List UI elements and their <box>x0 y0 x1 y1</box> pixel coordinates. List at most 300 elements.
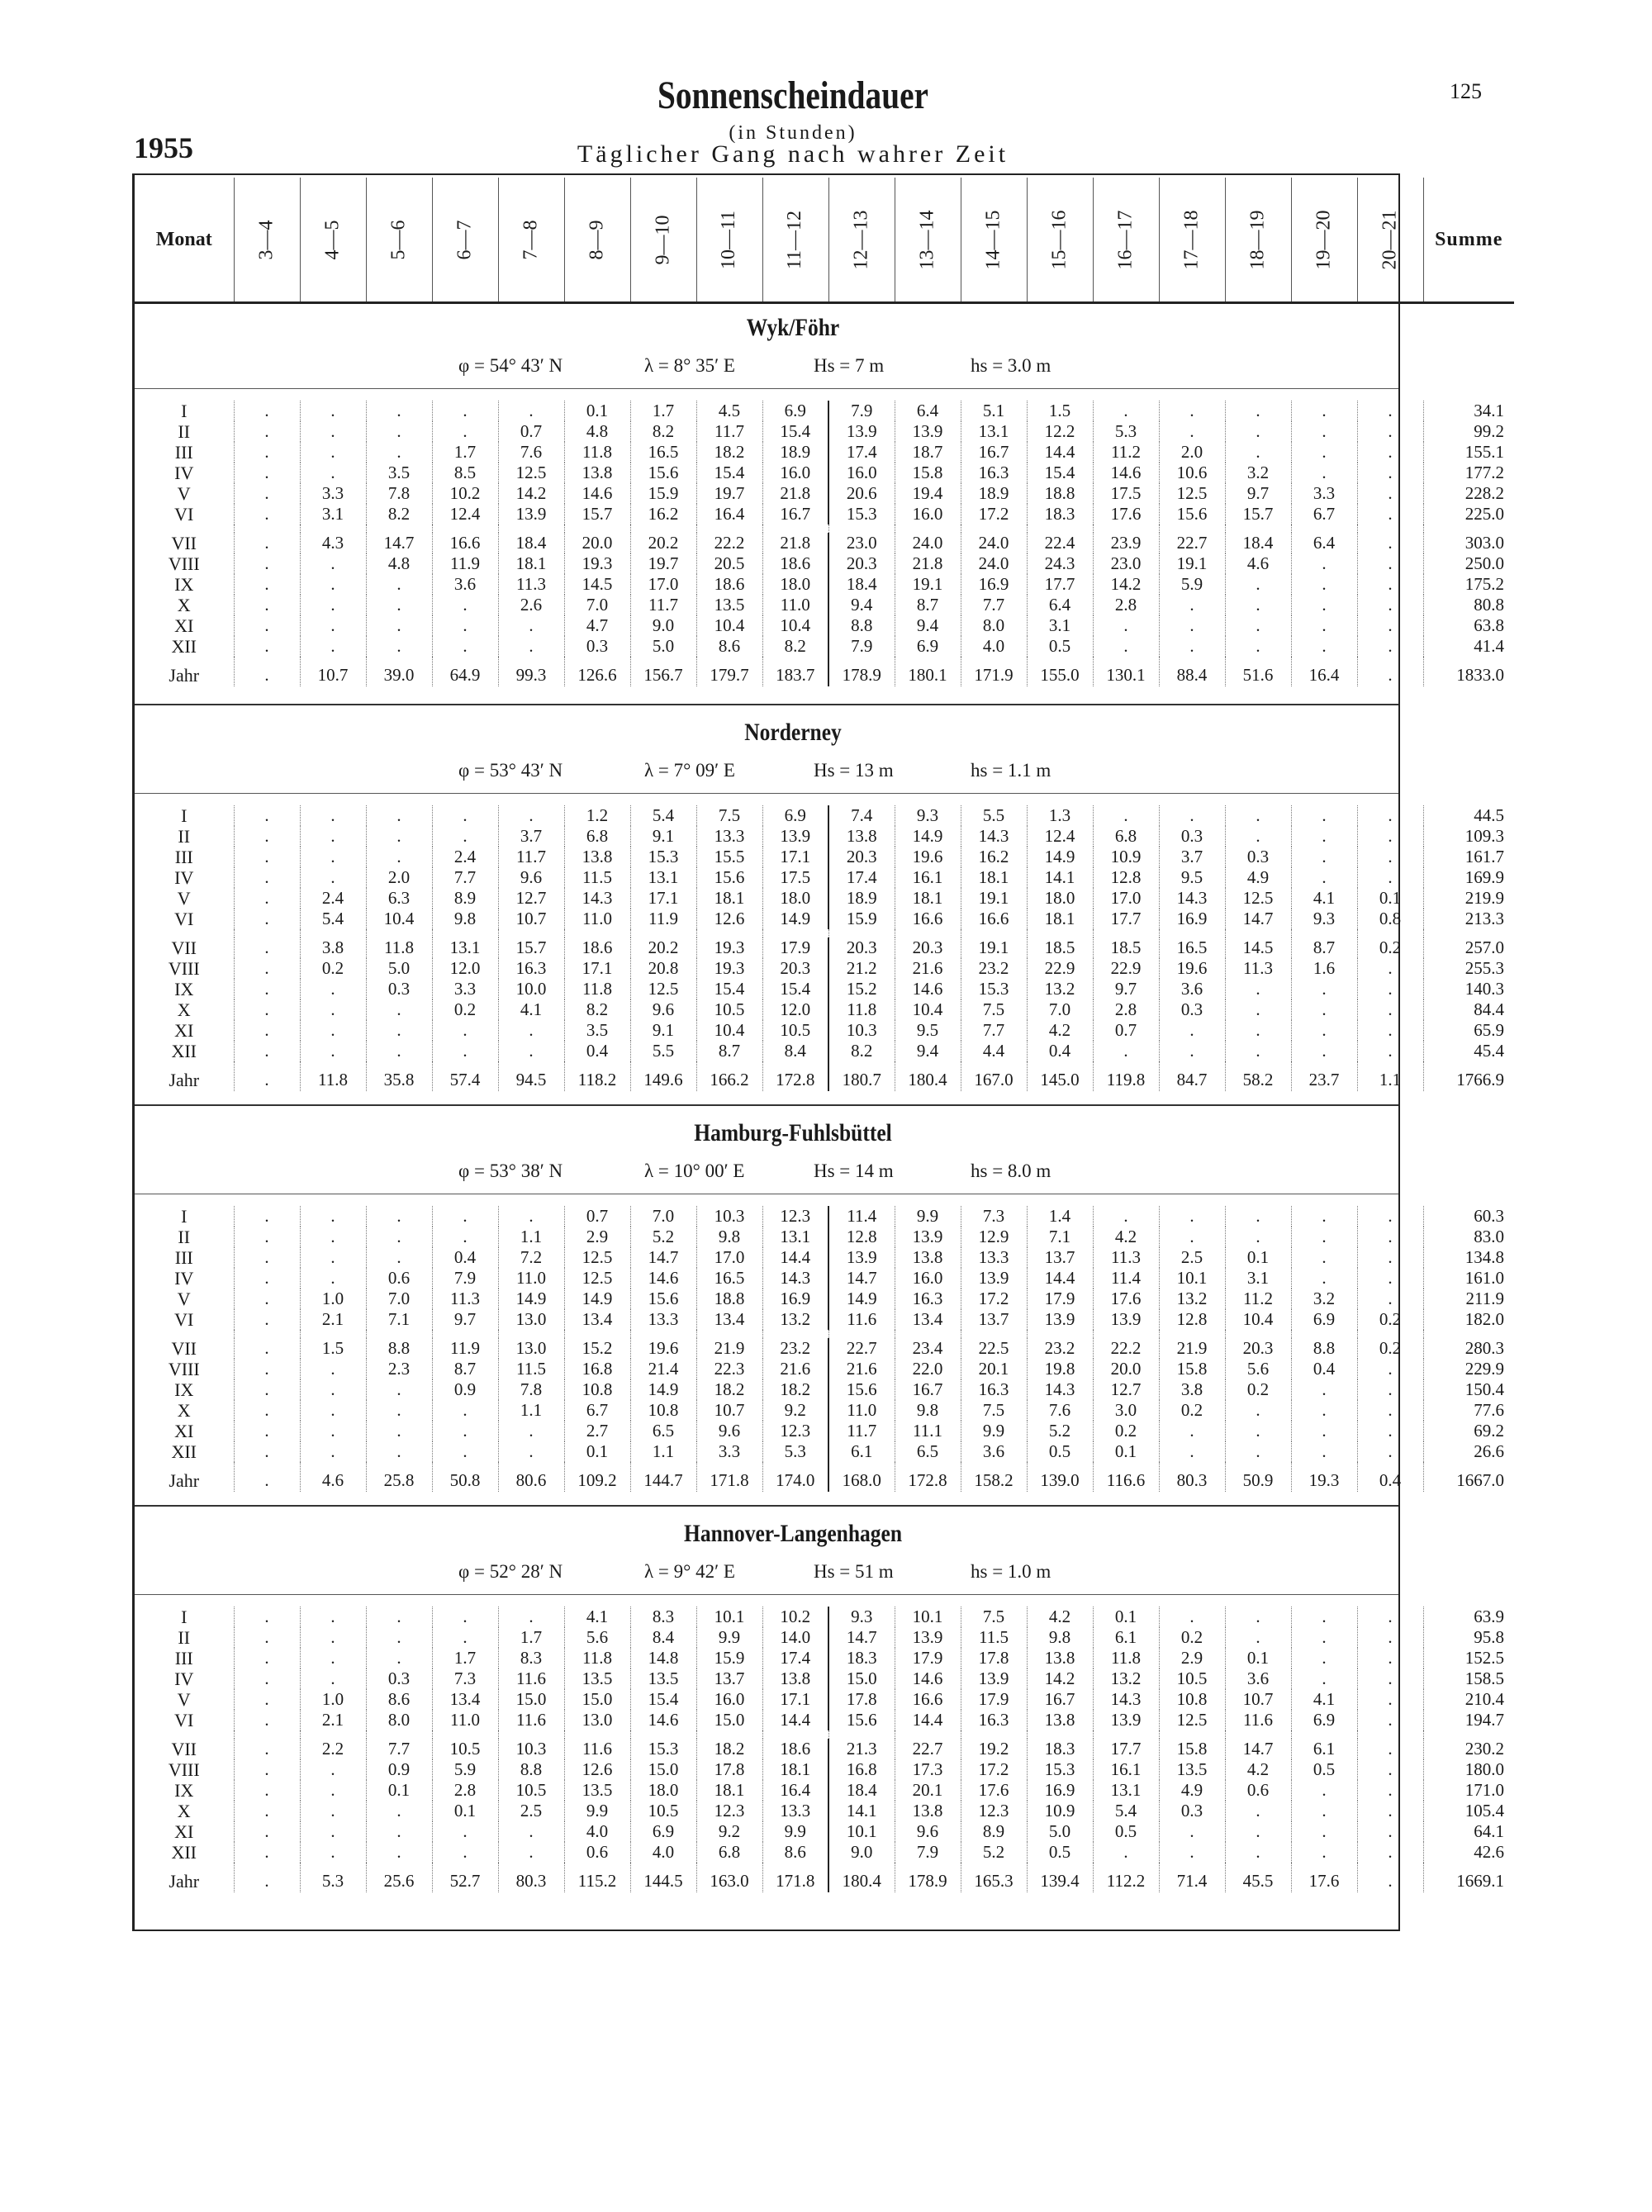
hour-value: 5.2 <box>961 1842 1027 1863</box>
sum-value: 60.3 <box>1423 1206 1514 1227</box>
hour-value: . <box>1357 574 1423 595</box>
hour-value: . <box>1159 1842 1225 1863</box>
hour-value: . <box>234 958 300 979</box>
month-row <box>135 1648 1514 1668</box>
hour-value: . <box>432 401 498 421</box>
hour-value: 18.0 <box>630 1780 696 1801</box>
hour-value: . <box>1093 1842 1159 1863</box>
hour-value: . <box>1357 657 1423 686</box>
hour-value: 11.7 <box>696 421 762 442</box>
month-row <box>135 805 1514 826</box>
hour-value: 18.3 <box>1027 504 1093 525</box>
sum-value: 65.9 <box>1423 1020 1514 1041</box>
hour-value: . <box>432 1400 498 1421</box>
hour-value: 0.6 <box>1225 1780 1291 1801</box>
hour-value: . <box>1357 1607 1423 1627</box>
sum-value: 80.8 <box>1423 595 1514 615</box>
hour-value: 15.3 <box>828 504 895 525</box>
hour-value: 24.0 <box>895 533 961 553</box>
hour-value: 0.5 <box>1027 636 1093 657</box>
hour-value: . <box>300 867 366 888</box>
hour-value: 14.1 <box>828 1801 895 1821</box>
hour-value: 7.0 <box>366 1289 432 1309</box>
hour-value: . <box>300 847 366 867</box>
hour-value: 2.9 <box>564 1227 630 1247</box>
hour-value: 17.2 <box>961 1289 1027 1309</box>
month-label: VI <box>174 1309 194 1330</box>
hour-value: 13.9 <box>1093 1309 1159 1330</box>
hour-value: 18.2 <box>762 1379 828 1400</box>
hour-value: 139.4 <box>1027 1863 1093 1892</box>
hour-value: 7.5 <box>961 1607 1027 1627</box>
hour-value: 18.1 <box>961 867 1027 888</box>
sum-value: 177.2 <box>1423 463 1514 483</box>
hour-value: . <box>432 826 498 847</box>
month-label: XI <box>174 1020 194 1041</box>
month-label: XII <box>171 1041 197 1061</box>
hour-value: 2.4 <box>300 888 366 909</box>
hour-value: . <box>366 1421 432 1441</box>
hour-value: . <box>1225 1821 1291 1842</box>
hour-value: . <box>1291 1227 1357 1247</box>
hour-value: 17.1 <box>762 1689 828 1710</box>
month-row <box>135 1689 1514 1710</box>
hour-value: 11.0 <box>564 909 630 929</box>
hour-value: . <box>300 1627 366 1648</box>
month-row <box>135 958 1514 979</box>
hour-value: 1.1 <box>498 1400 564 1421</box>
month-row <box>135 1780 1514 1801</box>
hour-value: 0.2 <box>1225 1379 1291 1400</box>
hour-value: 14.7 <box>1225 909 1291 929</box>
hour-value: 18.4 <box>828 1780 895 1801</box>
hour-value: . <box>234 826 300 847</box>
month-label: IX <box>174 1379 194 1400</box>
hour-value: 18.8 <box>696 1289 762 1309</box>
hour-value: 10.8 <box>630 1400 696 1421</box>
station-data-table <box>135 805 1514 1091</box>
hour-value: . <box>300 595 366 615</box>
hour-value: 13.9 <box>961 1668 1027 1689</box>
hour-value: . <box>1225 979 1291 999</box>
hour-value: . <box>234 615 300 636</box>
hour-value: 15.4 <box>696 979 762 999</box>
hour-value: 6.4 <box>1027 595 1093 615</box>
hour-value: 8.4 <box>630 1627 696 1648</box>
station-phi: φ = 54° 43′ N <box>458 355 563 376</box>
hour-value: 178.9 <box>895 1863 961 1892</box>
hour-value: 149.6 <box>630 1061 696 1091</box>
month-row <box>135 1268 1514 1289</box>
hour-value: 71.4 <box>1159 1863 1225 1892</box>
month-label: IX <box>174 979 194 999</box>
hour-value: . <box>234 888 300 909</box>
hour-value: 16.9 <box>1027 1780 1093 1801</box>
hour-value: 144.7 <box>630 1462 696 1492</box>
hour-value: 13.5 <box>1159 1759 1225 1780</box>
hour-value: 17.4 <box>762 1648 828 1668</box>
hour-value: . <box>1225 805 1291 826</box>
hour-value: 7.8 <box>366 483 432 504</box>
hour-value: 18.9 <box>961 483 1027 504</box>
hour-value: 14.3 <box>1093 1689 1159 1710</box>
hour-value: 21.3 <box>828 1739 895 1759</box>
hour-label: 4—5 <box>321 220 344 259</box>
hour-value: 10.5 <box>696 999 762 1020</box>
hour-value: 7.5 <box>961 999 1027 1020</box>
hour-value: . <box>1357 1863 1423 1892</box>
hour-value: . <box>1159 805 1225 826</box>
hour-value: . <box>1291 1801 1357 1821</box>
hour-value: . <box>498 1441 564 1462</box>
hour-value: . <box>366 636 432 657</box>
hour-value: 11.3 <box>498 574 564 595</box>
hour-value: 11.6 <box>564 1739 630 1759</box>
hour-value: 10.1 <box>895 1607 961 1627</box>
month-label: IV <box>174 867 194 888</box>
hour-value: 13.3 <box>762 1801 828 1821</box>
hour-value: 8.3 <box>498 1648 564 1668</box>
hour-value: 10.5 <box>630 1801 696 1821</box>
hour-value: 14.5 <box>1225 937 1291 958</box>
hour-value: 10.2 <box>432 483 498 504</box>
hour-value: 7.9 <box>828 401 895 421</box>
month-row <box>135 1206 1514 1227</box>
hour-value: 50.9 <box>1225 1462 1291 1492</box>
hour-value: 17.1 <box>762 847 828 867</box>
hour-value: . <box>300 1759 366 1780</box>
hour-value: 3.6 <box>432 574 498 595</box>
hour-value: . <box>300 1821 366 1842</box>
hour-value: 3.6 <box>1159 979 1225 999</box>
hour-value: . <box>300 1648 366 1668</box>
hour-value: 3.3 <box>432 979 498 999</box>
hour-value: 1.7 <box>630 401 696 421</box>
hour-value: . <box>1291 1668 1357 1689</box>
hour-value: 4.1 <box>564 1607 630 1627</box>
hour-value: . <box>1291 636 1357 657</box>
hour-value: . <box>1225 574 1291 595</box>
hour-value: 8.7 <box>1291 937 1357 958</box>
hour-value: . <box>234 1041 300 1061</box>
hour-value: . <box>432 1421 498 1441</box>
sum-value: 34.1 <box>1423 401 1514 421</box>
hour-value: 0.1 <box>564 401 630 421</box>
hour-value: . <box>498 615 564 636</box>
hour-value: 15.6 <box>630 463 696 483</box>
hour-value: . <box>1225 1607 1291 1627</box>
hour-value: 2.4 <box>432 847 498 867</box>
hour-value: . <box>300 574 366 595</box>
hour-value: 21.8 <box>762 483 828 504</box>
hour-value: 14.1 <box>1027 867 1093 888</box>
hour-value: 10.1 <box>828 1821 895 1842</box>
hour-label: 6—7 <box>453 220 476 259</box>
hour-value: 13.9 <box>762 826 828 847</box>
hour-value: . <box>1159 401 1225 421</box>
hour-value: 3.0 <box>1093 1400 1159 1421</box>
month-row <box>135 463 1514 483</box>
sum-value: 1766.9 <box>1423 1061 1514 1091</box>
hour-value: . <box>234 1338 300 1359</box>
hour-value: 14.9 <box>828 1289 895 1309</box>
hour-value: 23.9 <box>1093 533 1159 553</box>
hour-value: 9.6 <box>498 867 564 888</box>
hour-value: 12.3 <box>762 1421 828 1441</box>
hour-value: 15.6 <box>828 1710 895 1730</box>
hour-value: 4.8 <box>564 421 630 442</box>
hour-value: 18.6 <box>564 937 630 958</box>
hour-value: 11.4 <box>1093 1268 1159 1289</box>
hour-value: 16.4 <box>696 504 762 525</box>
hour-value: 13.0 <box>498 1338 564 1359</box>
hour-value: 16.0 <box>895 1268 961 1289</box>
hour-value: 20.0 <box>1093 1359 1159 1379</box>
hour-value: 7.8 <box>498 1379 564 1400</box>
hour-value: 14.6 <box>895 1668 961 1689</box>
hour-value: 180.1 <box>895 657 961 686</box>
station-header-separator <box>135 1594 1398 1595</box>
hour-value: 57.4 <box>432 1061 498 1091</box>
hour-value: 45.5 <box>1225 1863 1291 1892</box>
hour-value: . <box>234 999 300 1020</box>
sum-value: 161.7 <box>1423 847 1514 867</box>
hour-value: 6.8 <box>1093 826 1159 847</box>
hour-value: 13.5 <box>564 1668 630 1689</box>
hour-value: 0.3 <box>1159 826 1225 847</box>
hour-value: 130.1 <box>1093 657 1159 686</box>
hour-value: 13.0 <box>498 1309 564 1330</box>
hour-value: 8.2 <box>630 421 696 442</box>
hour-value: 13.9 <box>895 1627 961 1648</box>
hour-value: 1.1 <box>1357 1061 1423 1091</box>
hour-value: 16.8 <box>828 1759 895 1780</box>
hour-value: . <box>234 463 300 483</box>
hour-value: 10.5 <box>762 1020 828 1041</box>
hour-value: 10.4 <box>895 999 961 1020</box>
hour-value: 17.3 <box>895 1759 961 1780</box>
hour-value: 18.1 <box>696 1780 762 1801</box>
hour-value: . <box>1291 1206 1357 1227</box>
hour-value: 13.9 <box>961 1268 1027 1289</box>
hour-value: 172.8 <box>762 1061 828 1091</box>
hour-value: 18.4 <box>1225 533 1291 553</box>
hour-value: 88.4 <box>1159 657 1225 686</box>
hour-value: 4.9 <box>1159 1780 1225 1801</box>
hour-value: . <box>1291 463 1357 483</box>
month-label: I <box>181 805 188 826</box>
hour-value: 11.3 <box>1093 1247 1159 1268</box>
hour-value: 3.1 <box>1027 615 1093 636</box>
hour-value: 0.1 <box>1093 1441 1159 1462</box>
row-spacer <box>135 1730 1514 1739</box>
hour-value: 10.7 <box>498 909 564 929</box>
hour-value: . <box>1159 1020 1225 1041</box>
hour-value: 180.4 <box>828 1863 895 1892</box>
hour-value: 16.4 <box>762 1780 828 1801</box>
hour-value: 18.8 <box>1027 483 1093 504</box>
hour-value: . <box>234 553 300 574</box>
hour-value: 165.3 <box>961 1863 1027 1892</box>
hour-value: 17.6 <box>1093 504 1159 525</box>
hour-value: . <box>1159 1441 1225 1462</box>
hour-label: 9—10 <box>652 215 674 264</box>
month-label: X <box>177 999 191 1020</box>
sum-value: 95.8 <box>1423 1627 1514 1648</box>
hour-value: 12.8 <box>1093 867 1159 888</box>
hour-value: 15.3 <box>1027 1759 1093 1780</box>
hour-value: 16.3 <box>498 958 564 979</box>
hour-value: . <box>366 1801 432 1821</box>
hour-value: 116.6 <box>1093 1462 1159 1492</box>
sum-value: 161.0 <box>1423 1268 1514 1289</box>
hour-value: 35.8 <box>366 1061 432 1091</box>
hour-value: 18.2 <box>696 1739 762 1759</box>
hour-value: 22.4 <box>1027 533 1093 553</box>
hour-value: 11.8 <box>564 979 630 999</box>
hour-value: 21.9 <box>1159 1338 1225 1359</box>
hour-value: 12.6 <box>696 909 762 929</box>
hour-value: . <box>432 615 498 636</box>
hour-value: 4.1 <box>498 999 564 1020</box>
hour-value: 7.3 <box>961 1206 1027 1227</box>
hour-value: 22.9 <box>1093 958 1159 979</box>
hour-value: 18.9 <box>828 888 895 909</box>
hour-value: . <box>234 1359 300 1379</box>
hour-value: 8.2 <box>366 504 432 525</box>
hour-value: 11.0 <box>498 1268 564 1289</box>
hour-value: 84.7 <box>1159 1061 1225 1091</box>
hour-value: 1.7 <box>498 1627 564 1648</box>
hour-value: 13.3 <box>630 1309 696 1330</box>
hour-value: 11.9 <box>630 909 696 929</box>
hour-value: 18.4 <box>828 574 895 595</box>
hour-value: . <box>234 1801 300 1821</box>
hour-value: 19.6 <box>895 847 961 867</box>
hour-value: 13.7 <box>1027 1247 1093 1268</box>
month-row <box>135 1359 1514 1379</box>
hour-value: 6.4 <box>895 401 961 421</box>
station-separator <box>135 1104 1398 1106</box>
hour-value: 24.0 <box>961 553 1027 574</box>
hour-value: 17.0 <box>696 1247 762 1268</box>
hour-value: 1.7 <box>432 1648 498 1668</box>
month-label: VII <box>171 533 197 553</box>
hour-value: 1.3 <box>1027 805 1093 826</box>
hour-value: 12.7 <box>498 888 564 909</box>
hour-value: 13.1 <box>1093 1780 1159 1801</box>
hour-value: 18.0 <box>1027 888 1093 909</box>
month-label: VIII <box>168 553 200 574</box>
hour-value: . <box>1291 615 1357 636</box>
hour-value: 9.7 <box>432 1309 498 1330</box>
month-row <box>135 1759 1514 1780</box>
hour-value: 19.1 <box>961 937 1027 958</box>
hour-value: 3.3 <box>1291 483 1357 504</box>
hour-value: 11.8 <box>828 999 895 1020</box>
hour-value: 20.2 <box>630 937 696 958</box>
month-row <box>135 1739 1514 1759</box>
hour-value: 163.0 <box>696 1863 762 1892</box>
sum-value: 213.3 <box>1423 909 1514 929</box>
month-row <box>135 1710 1514 1730</box>
month-label: XII <box>171 1842 197 1863</box>
hour-value: . <box>366 1441 432 1462</box>
month-row <box>135 1041 1514 1061</box>
hour-value: 13.9 <box>1093 1710 1159 1730</box>
hour-value: 25.6 <box>366 1863 432 1892</box>
hour-value: . <box>432 1227 498 1247</box>
hour-value: . <box>1357 1648 1423 1668</box>
hour-value: 14.3 <box>961 826 1027 847</box>
station-lambda: λ = 10° 00′ E <box>644 1161 745 1181</box>
hour-value: 16.0 <box>696 1689 762 1710</box>
hour-value: . <box>234 1441 300 1462</box>
hour-label: 14—15 <box>982 210 1004 269</box>
hour-value: 10.4 <box>1225 1309 1291 1330</box>
hour-value: . <box>1225 1020 1291 1041</box>
hour-value: . <box>1291 1421 1357 1441</box>
hour-value: 12.2 <box>1027 421 1093 442</box>
hour-column-header <box>1027 178 1093 303</box>
hour-value: . <box>1093 615 1159 636</box>
station-phi: φ = 53° 38′ N <box>458 1161 563 1181</box>
hour-value: 21.9 <box>696 1338 762 1359</box>
hour-value: . <box>1291 979 1357 999</box>
hour-value: 2.8 <box>1093 999 1159 1020</box>
month-row <box>135 533 1514 553</box>
sum-value: 99.2 <box>1423 421 1514 442</box>
hour-column-header <box>234 178 300 303</box>
hour-value: 14.4 <box>1027 442 1093 463</box>
hour-value: 10.7 <box>300 657 366 686</box>
hour-value: 22.2 <box>1093 1338 1159 1359</box>
month-row <box>135 867 1514 888</box>
hour-value: 23.7 <box>1291 1061 1357 1091</box>
hour-value: . <box>234 574 300 595</box>
hour-value: . <box>234 909 300 929</box>
hour-value: . <box>432 1206 498 1227</box>
hour-value: 6.5 <box>895 1441 961 1462</box>
hour-value: . <box>1357 979 1423 999</box>
hour-value: 18.1 <box>498 553 564 574</box>
hour-value: 10.4 <box>366 909 432 929</box>
hour-value: 17.4 <box>828 867 895 888</box>
hour-value: . <box>1357 1627 1423 1648</box>
hour-value: . <box>234 533 300 553</box>
hour-label: 7—8 <box>520 220 542 259</box>
hour-value: 5.2 <box>1027 1421 1093 1441</box>
hour-value: . <box>366 1400 432 1421</box>
hour-value: . <box>1291 1441 1357 1462</box>
hour-value: . <box>234 1842 300 1863</box>
hour-column-header <box>300 178 366 303</box>
hour-value: 0.3 <box>1225 847 1291 867</box>
hour-value: 14.4 <box>762 1247 828 1268</box>
hour-value: 12.0 <box>432 958 498 979</box>
hour-value: . <box>432 595 498 615</box>
hour-value: 8.4 <box>762 1041 828 1061</box>
hour-value: 18.3 <box>1027 1739 1093 1759</box>
station-lambda: λ = 7° 09′ E <box>644 760 735 781</box>
hour-value: 8.2 <box>828 1041 895 1061</box>
hour-value: . <box>1225 1801 1291 1821</box>
month-row <box>135 1289 1514 1309</box>
hour-value: 0.2 <box>1357 937 1423 958</box>
hour-value: 10.1 <box>696 1607 762 1627</box>
hour-value: . <box>1357 847 1423 867</box>
hour-value: 9.0 <box>828 1842 895 1863</box>
